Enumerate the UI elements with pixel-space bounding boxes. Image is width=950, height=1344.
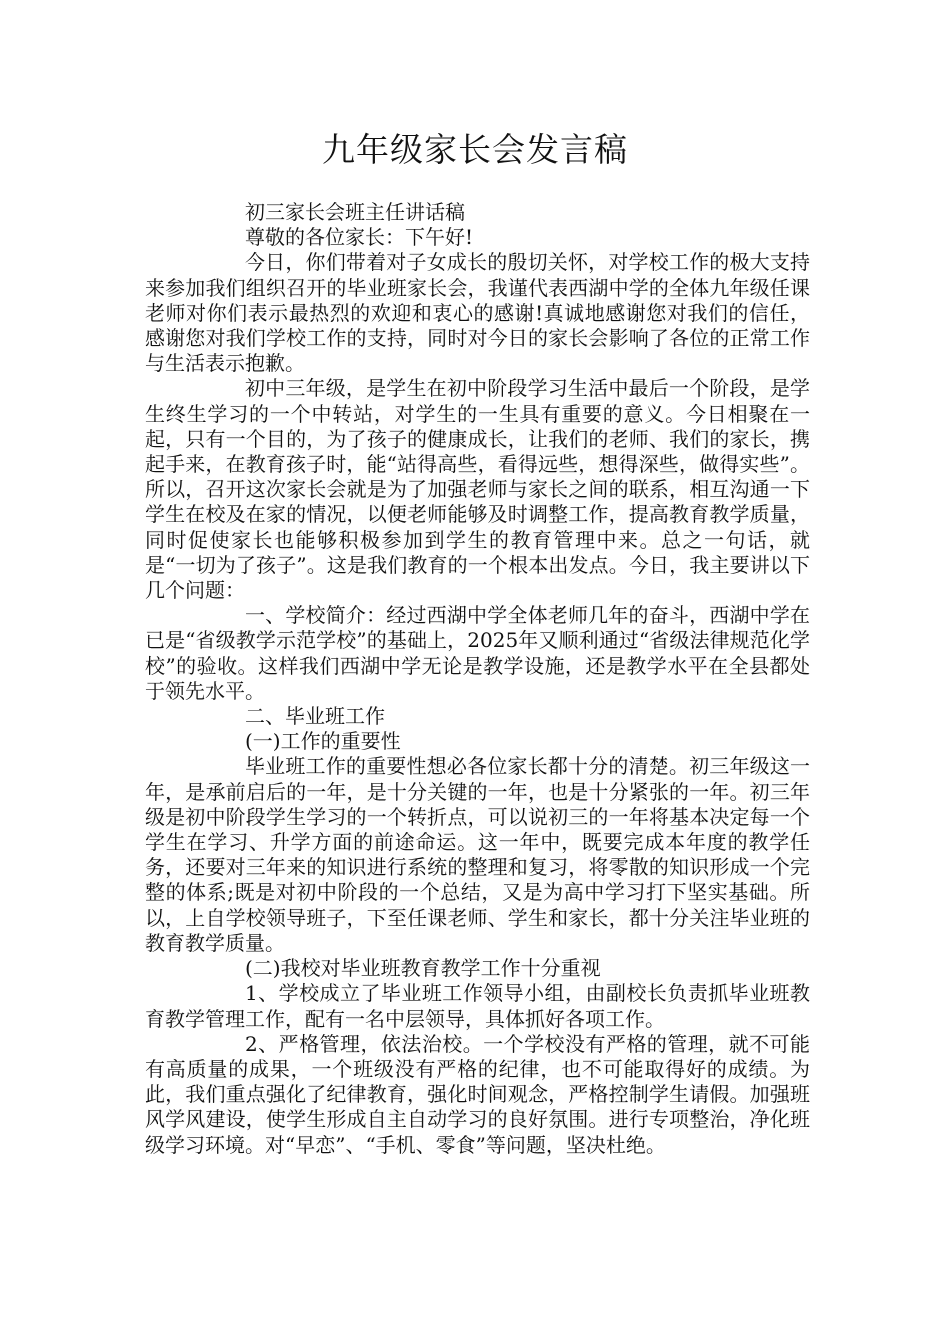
document-body (145, 200, 810, 1158)
section-heading-graduating-class: 二、毕业班工作 (245, 704, 385, 729)
paragraph-school-intro: 一、学校简介：经过西湖中学全体老师几年的奋斗，西湖中学在已是“省级教学示范学校”的基础上，2025年又顺利通过“省级法律规范化学校”的验收。这样我们西湖中学无论是教学设施，还是教学水平在全县都处于领先水平。 (145, 603, 810, 703)
paragraph-importance: 毕业班工作的重要性想必各位家长都十分的清楚。初三年级这一年，是承前启后的一年，是十分关键的一年，也是十分紧张的一年。初三年级是初中阶段学生学习的一个转折点，可以说初三的一年将基本决定每一个学生在学习、升学方面的前途命运。这一年中，既要完成本年度的教学任务，还要对三年来的知识进行系统的整理和复习，将零散的知识形成一个完整的体系;既是对初中阶段的一个总结，又是为高中学习打下坚实基础。所以，上自学校领导班子，下至任课老师、学生和家长，都十分关注毕业班的教育教学质量。 (145, 754, 810, 955)
subsection-heading-school-emphasis: (二)我校对毕业班教育教学工作十分重视 (245, 956, 601, 981)
paragraph-leadership-group: 1、学校成立了毕业班工作领导小组，由副校长负责抓毕业班教育教学管理工作，配有一名中层领导，具体抓好各项工作。 (145, 981, 810, 1031)
greeting-line: 尊敬的各位家长：下午好! (245, 225, 474, 250)
paragraph-welcome: 今日，你们带着对子女成长的殷切关怀，对学校工作的极大支持来参加我们组织召开的毕业班家长会，我谨代表西湖中学的全体九年级任课老师对你们表示最热烈的欢迎和衷心的感谢!真诚地感谢您对我们的信任，感谢您对我们学校工作的支持，同时对今日的家长会影响了各位的正常工作与生活表示抱歉。 (145, 250, 810, 376)
document-title: 九年级家长会发言稿 (322, 130, 628, 169)
paragraph-strict-management: 2、严格管理，依法治校。一个学校没有严格的管理，就不可能有高质量的成果，一个班级没有严格的纪律，也不可能取得好的成绩。为此，我们重点强化了纪律教育，强化时间观念，严格控制学生请假。加强班风学风建设，使学生形成自主自动学习的良好氛围。进行专项整治，净化班级学习环境。对“早恋”、“手机、零食”等问题，坚决杜绝。 (145, 1031, 810, 1157)
subtitle-line: 初三家长会班主任讲话稿 (245, 200, 465, 224)
paragraph-grade-three: 初中三年级，是学生在初中阶段学习生活中最后一个阶段，是学生终生学习的一个中转站，对学生的一生具有重要的意义。今日相聚在一起，只有一个目的，为了孩子的健康成长，让我们的老师、我们的家长，携起手来，在教育孩子时，能“站得高些，看得远些，想得深些，做得实些”。所以，召开这次家长会就是为了加强老师与家长之间的联系，相互沟通一下学生在校及在家的情况，以便老师能够及时调整工作，提高教育教学质量，同时促使家长也能够积极参加到学生的教育管理中来。总之一句话，就是“一切为了孩子”。这是我们教育的一个根本出发点。今日，我主要讲以下几个问题： (145, 376, 810, 603)
subsection-heading-importance: (一)工作的重要性 (245, 729, 401, 754)
